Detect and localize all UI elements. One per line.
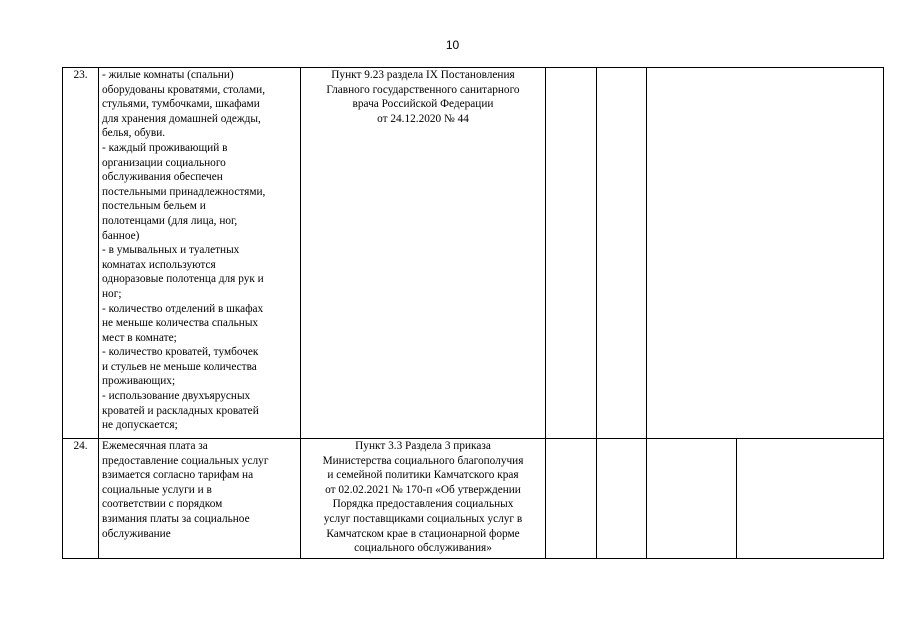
requirement-line: - каждый проживающий в [102,141,228,154]
requirement-line: обслуживание [102,527,171,540]
requirement-line: - использование двухъярусных [102,390,251,403]
requirement-line: не меньше количества спальных [102,317,259,330]
empty-cell-yes [546,68,597,439]
empty-cell-yes [546,439,597,559]
requirement-line: белья, обуви. [102,127,166,140]
legal-basis-line: Министерства социального благополучия [322,454,524,467]
requirement-line: - в умывальных и туалетных [102,244,240,257]
legal-basis-line: Пункт 9.23 раздела IX Постановления [331,69,515,81]
requirement-line: проживающих; [102,375,176,388]
empty-cell-no [597,439,647,559]
legal-basis-line: Порядка предоставления социальных [332,498,514,511]
row-number-cell: 23. [63,68,99,439]
requirement-cell [99,68,301,439]
requirement-line: взимается согласно тарифам на [102,469,254,482]
requirement-line: организации социального [102,156,226,169]
requirement-line: - количество отделений в шкафах [102,302,264,315]
requirement-line: - жилые комнаты (спальни) [102,69,234,81]
legal-basis-line: услуг поставщиками социальных услуг в [323,512,523,525]
requirement-line: обслуживания обеспечен [102,171,223,184]
requirement-line: постельным бельем и [102,200,206,213]
requirement-line: мест в комнате; [102,331,177,344]
checklist-table [62,67,884,559]
requirement-cell [99,439,301,559]
requirement-line: банное) [102,229,140,242]
table-row [63,68,884,439]
requirement-line: стульями, тумбочками, шкафами [102,98,260,111]
requirement-line: кроватей и раскладных кроватей [102,404,259,417]
requirement-line: соответствии с порядком [102,498,223,511]
requirement-line: одноразовые полотенца для рук и [102,273,264,286]
requirement-line: постельными принадлежностями, [102,185,266,198]
legal-basis-cell [301,439,546,559]
requirement-line: полотенцами (для лица, ног, [102,214,238,227]
requirement-line: ног; [102,287,122,300]
legal-basis-cell [301,68,546,439]
legal-basis-line: от 24.12.2020 № 44 [377,112,469,125]
legal-basis-line: от 02.02.2021 № 170-п «Об утверждении [325,483,521,496]
requirement-line: оборудованы кроватями, столами, [102,83,266,96]
row-number-cell: 24. [63,439,99,559]
empty-cell-note [647,68,884,439]
requirement-line: и стульев не меньше количества [102,360,257,373]
empty-cell-note [737,439,884,559]
legal-basis-line: врача Российской Федерации [352,98,494,111]
requirement-line: предоставление социальных услуг [102,454,269,467]
requirement-line: для хранения домашней одежды, [102,112,261,125]
requirement-line: комнатах используются [102,258,216,271]
empty-cell-no [597,68,647,439]
requirement-line: взимания платы за социальное [102,512,250,525]
legal-basis-line: Главного государственного санитарного [326,83,520,96]
legal-basis-line: социального обслуживания» [354,542,492,555]
empty-cell-na [647,439,737,559]
legal-basis-line: Пункт 3.3 Раздела 3 приказа [355,440,491,452]
requirement-line: социальные услуги и в [102,483,212,496]
requirement-line: - количество кроватей, тумбочек [102,346,259,359]
legal-basis-line: Камчатском крае в стационарной форме [326,527,520,540]
requirement-line: не допускается; [102,419,178,432]
page-number: 10 [445,38,460,52]
table-row [63,439,884,559]
legal-basis-line: и семейной политики Камчатского края [327,469,519,482]
requirement-line: Ежемесячная плата за [102,440,208,452]
